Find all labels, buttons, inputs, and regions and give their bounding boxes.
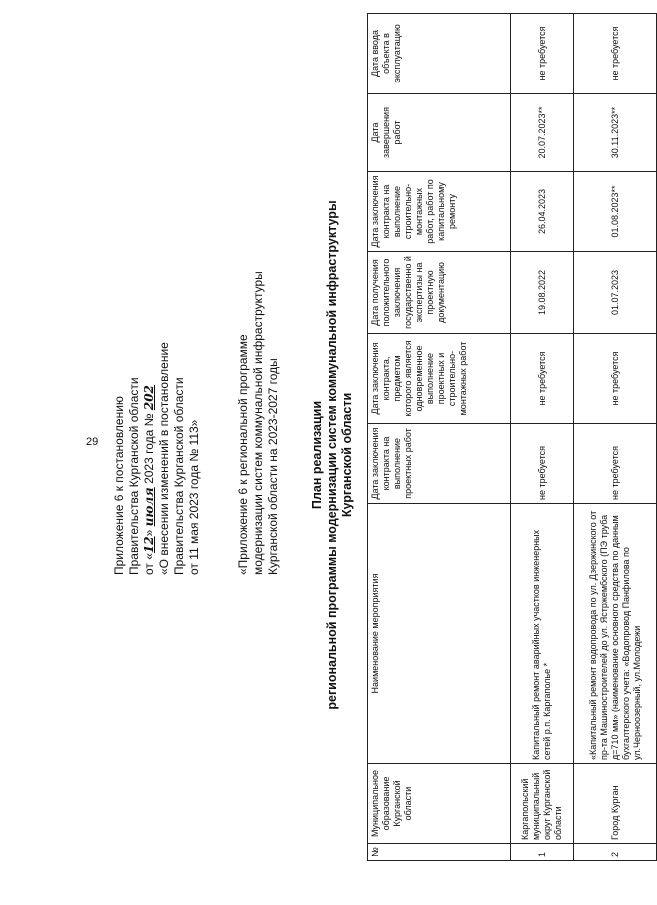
table-cell: Город Курган <box>574 764 657 844</box>
table-cell: 1 <box>511 844 574 861</box>
header-cell: Дата заключения контракта, предметом которого является одновременное выполнение проектных и строительно-монтажных работ <box>368 334 511 424</box>
title-line-1: План реализации <box>310 400 324 510</box>
program-line-3: Курганской области на 2023-2027 годы <box>266 358 280 575</box>
appendix-line-1: Приложение 6 к постановлению <box>112 396 126 575</box>
page-number: 29 <box>86 436 99 448</box>
table-row <box>511 14 574 861</box>
appendix-line-2: Правительства Курганской области <box>127 377 141 575</box>
appendix-header <box>112 235 202 575</box>
table-cell: не требуется <box>511 334 574 424</box>
table-cell: 30.11.2023** <box>574 94 657 172</box>
table-cell: Каргапольский муниципальный округ Курганской области <box>511 764 574 844</box>
table-header-row <box>368 14 511 861</box>
handwritten-day: 12 <box>142 536 156 554</box>
appendix-line-4: «О внесении изменений в постановление <box>157 342 171 575</box>
table-cell: не требуется <box>574 14 657 94</box>
table-cell: не требуется <box>574 424 657 504</box>
header-cell: Наименование мероприятия <box>368 504 511 764</box>
table-cell: Капитальный ремонт аварийных участков инженерных сетей р.п. Каргаполье * <box>511 504 574 764</box>
plan-title <box>310 175 355 735</box>
date-year: 2023 года № <box>142 413 156 484</box>
handwritten-number: 202 <box>142 385 156 411</box>
table-cell: 20.07.2023** <box>511 94 574 172</box>
header-cell: Дата заключения контракта на выполнение строительно-монтажных работ, работ по капитальному ремонту <box>368 172 511 252</box>
table-cell: не требуется <box>511 14 574 94</box>
table-row <box>574 14 657 861</box>
date-quote: » <box>142 529 156 537</box>
header-cell: Дата заключения контракта на выполнение проектных работ <box>368 424 511 504</box>
plan-table <box>367 13 657 861</box>
header-cell: № <box>368 844 511 861</box>
title-line-2: региональной программы модернизации систем коммунальной инфраструктуры <box>325 200 339 710</box>
header-cell: Дата завершения работ <box>368 94 511 172</box>
program-appendix-note <box>236 155 281 575</box>
table-cell: 2 <box>574 844 657 861</box>
header-cell: Дата получения положительного заключения государственно й экспертизы на проектную документацию <box>368 252 511 334</box>
table-cell: 19.08.2022 <box>511 252 574 334</box>
appendix-line-3 <box>142 235 157 575</box>
handwritten-month: июля <box>142 487 156 527</box>
program-line-1: «Приложение 6 к региональной программе <box>236 334 250 575</box>
program-line-2: модернизации систем коммунальной инфраструктуры <box>251 271 265 575</box>
table-cell: 01.08.2023** <box>574 172 657 252</box>
header-cell: Муниципальное образование Курганской области <box>368 764 511 844</box>
date-prefix: от « <box>142 553 156 575</box>
header-cell: Дата ввода объекта в эксплуатацию <box>368 14 511 94</box>
appendix-line-5: Правительства Курганской области <box>172 377 186 575</box>
table-cell: 01.07.2023 <box>574 252 657 334</box>
appendix-line-6: от 11 мая 2023 года № 113» <box>187 419 201 575</box>
title-line-3: Курганской области <box>340 392 354 518</box>
table-cell: 26.04.2023 <box>511 172 574 252</box>
table-cell: «Капитальный ремонт водопровода по ул. Дзержинского от пр-та Машиностроителей до ул. Ястржембского (ПЭ труба д=710 мм» (наименование основного средства по данным бухгалтерского учета: «Водопровод Панфилова по ул.Черноозерный, ул.Молодежи <box>574 504 657 764</box>
table-cell: не требуется <box>574 334 657 424</box>
table-cell: не требуется <box>511 424 574 504</box>
